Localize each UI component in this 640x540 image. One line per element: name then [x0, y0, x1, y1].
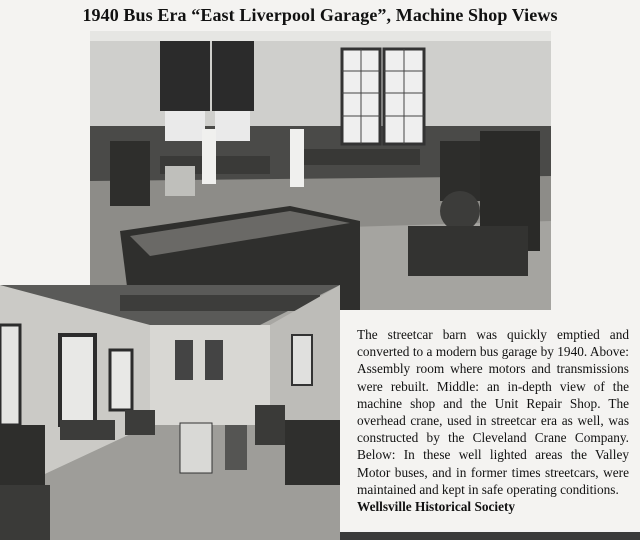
page-title: 1940 Bus Era “East Liverpool Garage”, Machine Shop Views: [82, 5, 558, 25]
lower-photo-edge: [340, 532, 640, 540]
assembly-room-photo: [90, 31, 551, 310]
caption-block: [357, 326, 629, 515]
caption-text: The streetcar barn was quickly emptied and converted to a modern bus garage by 1940. Above: Assembly room where motors and transmissions were rebuilt. Middle: an in-depth view of the machine shop and the Unit Repair Shop. The overhead crane, used in streetcar era as well, was constructed by the Cleveland Crane Company. Below: In these well lighted areas the Valley Motor buses, and in former times streetcars, were maintained and kept in safe operating conditions.: [357, 327, 629, 497]
machine-shop-photo: [0, 285, 340, 540]
credit-line: Wellsville Historical Society: [357, 499, 516, 515]
